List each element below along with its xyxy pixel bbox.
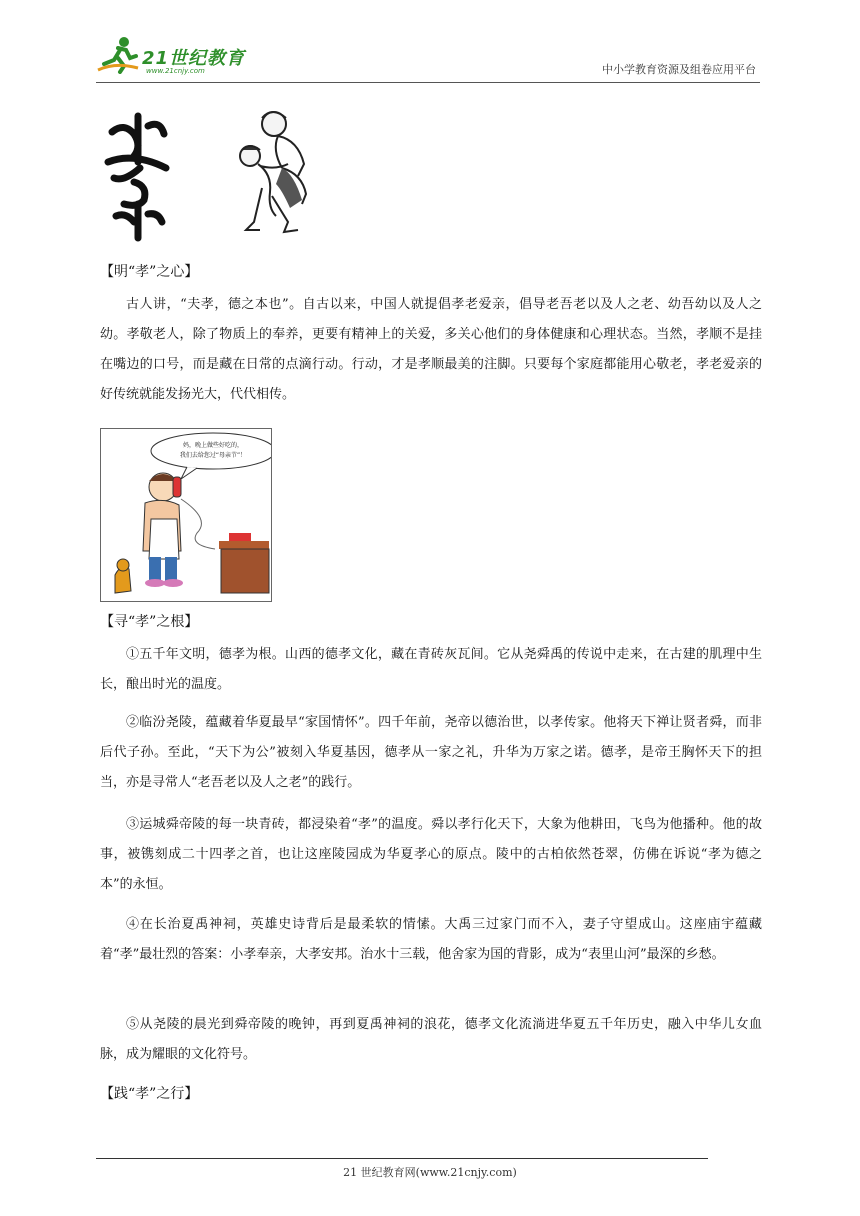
paragraph-xun-5: ⑤从尧陵的晨光到舜帝陵的晚钟，再到夏禹神祠的浪花，德孝文化流淌进华夏五千年历史，融入中华儿女血脉，成为耀眼的文化符号。: [100, 1017, 762, 1062]
logo-text: 21世纪教育: [142, 48, 246, 69]
page-footer: 21 世纪教育网(www.21cnjy.com): [343, 1166, 517, 1179]
runner-logo-icon: [96, 34, 140, 74]
page-header: [96, 28, 760, 83]
section-title-jian: 【践“孝”之行】: [100, 1086, 199, 1102]
paragraph-xun-3: ③运城舜帝陵的每一块青砖，都浸染着“孝”的温度。舜以孝行化天下，大象为他耕田，飞鸟为他播种。他的故事，被镌刻成二十四孝之首，也让这座陵园成为华夏孝心的原点。陵中的古柏依然苍翠，仿佛在诉说“孝为德之本”的永恒。: [100, 817, 762, 892]
paragraph-xun-1: ①五千年文明，德孝为根。山西的德孝文化，藏在青砖灰瓦间。它从尧舜禹的传说中走来，在古建的肌理中生长，酿出时光的温度。: [100, 647, 762, 692]
phone-call-cartoon: [100, 428, 272, 602]
bubble-line-1: 妈，晚上做些好吃的，: [182, 442, 244, 449]
paragraph-xun-4: ④在长治夏禹神祠，英雄史诗背后是最柔软的情愫。大禹三过家门而不入，妻子守望成山。这座庙宇蕴藏着“孝”最壮烈的答案：小孝奉亲，大孝安邦。治水十三载，他舍家为国的背影，成为“表里山河”最深的乡愁。: [100, 917, 762, 962]
footer-divider: [96, 1158, 708, 1159]
paragraph-ming: 古人讲，“夫孝，德之本也”。自古以来，中国人就提倡孝老爱亲，倡导老吾老以及人之老、幼吾幼以及人之幼。孝敬老人，除了物质上的奉养，更要有精神上的关爱，多关心他们的身体健康和心理状态。当然，孝顺不是挂在嘴边的口号，而是藏在日常的点滴行动。行动，才是孝顺最美的注脚。只要每个家庭都能用心敬老，孝老爱亲的好传统就能发扬光大，代代相传。: [100, 297, 762, 402]
carrying-elder-illustration: [232, 104, 328, 244]
platform-name: 中小学教育资源及组卷应用平台: [602, 63, 756, 76]
logo-url: www.21cnjy.com: [146, 67, 205, 75]
section-title-ming: 【明“孝”之心】: [100, 264, 199, 280]
paragraph-xun-2: ②临汾尧陵，蕴藏着华夏最早“家国情怀”。四千年前，尧帝以德治世，以孝传家。他将天下禅让贤者舜，而非后代子孙。至此，“天下为公”被刻入华夏基因，德孝从一家之礼，升华为万家之诺。德孝，是帝王胸怀天下的担当，亦是寻常人“老吾老以及人之老”的践行。: [100, 715, 762, 790]
bubble-line-2: 我们去给您过“母亲节”！: [179, 452, 247, 459]
seal-script-xiao-image: [104, 112, 170, 242]
section-title-xun: 【寻“孝”之根】: [100, 614, 199, 630]
site-logo[interactable]: [96, 34, 266, 78]
